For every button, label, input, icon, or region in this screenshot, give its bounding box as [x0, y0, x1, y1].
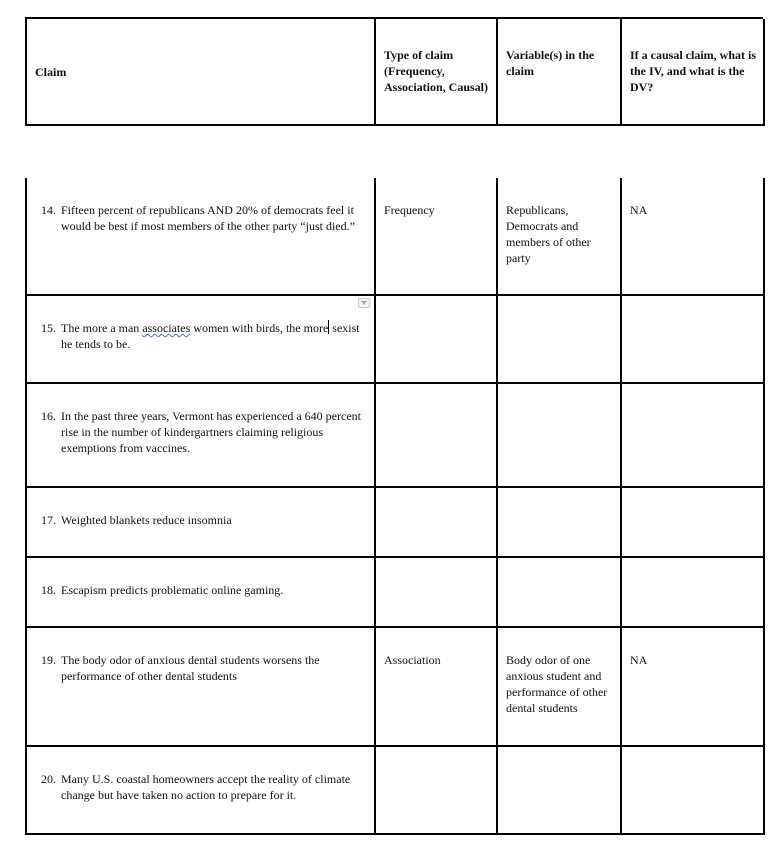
type-cell-14[interactable]: Frequency — [376, 178, 498, 296]
type-cell-16[interactable] — [376, 384, 498, 488]
ivdv-cell-15[interactable] — [622, 296, 765, 384]
claim-number-18: 18. — [41, 583, 56, 597]
ivdv-cell-18[interactable] — [622, 558, 765, 628]
type-cell-19[interactable]: Association — [376, 628, 498, 747]
variables-cell-17[interactable] — [498, 488, 622, 558]
claim-cell-18[interactable] — [27, 558, 376, 628]
claim-text-14 — [35, 202, 366, 234]
variables-cell-15[interactable] — [498, 296, 622, 384]
ivdv-cell-19[interactable]: NA — [622, 628, 765, 747]
type-cell-18[interactable] — [376, 558, 498, 628]
claim-cell-16[interactable] — [27, 384, 376, 488]
ivdv-cell-14[interactable]: NA — [622, 178, 765, 296]
claim-body-15b: women with birds, the more — [190, 321, 329, 335]
header-iv-dv[interactable]: If a causal claim, what is the IV, and what is the DV? — [622, 19, 765, 126]
type-cell-17[interactable] — [376, 488, 498, 558]
claim-number-17: 17. — [41, 513, 56, 527]
claim-number-20: 20. — [41, 772, 56, 786]
claim-cell-19[interactable] — [27, 628, 376, 747]
variables-cell-19[interactable]: Body odor of one anxious student and performance of other dental students — [498, 628, 622, 747]
claim-text-18 — [35, 582, 366, 598]
ivdv-cell-16[interactable] — [622, 384, 765, 488]
claim-number-15: 15. — [41, 321, 56, 335]
header-claim[interactable]: Claim — [27, 19, 376, 126]
claim-cell-14[interactable] — [27, 178, 376, 296]
header-type-of-claim[interactable]: Type of claim (Frequency, Association, Causal) — [376, 19, 498, 126]
claim-text-17 — [35, 512, 366, 528]
claim-text-16 — [35, 408, 366, 456]
header-table — [25, 17, 763, 126]
variables-cell-14[interactable]: Republicans, Democrats and members of other party — [498, 178, 622, 296]
claim-number-16: 16. — [41, 409, 56, 423]
type-cell-15[interactable] — [376, 296, 498, 384]
type-cell-20[interactable] — [376, 747, 498, 835]
variables-cell-16[interactable] — [498, 384, 622, 488]
claims-table — [25, 178, 763, 835]
claim-body-15a: The more a man — [61, 321, 143, 335]
claim-text-19 — [35, 652, 366, 684]
claim-cell-17[interactable] — [27, 488, 376, 558]
claim-body-20: Many U.S. coastal homeowners accept the reality of climate change but have taken no action to prepare for it. — [61, 772, 351, 802]
claim-cell-15[interactable] — [27, 296, 376, 384]
variables-cell-20[interactable] — [498, 747, 622, 835]
variables-cell-18[interactable] — [498, 558, 622, 628]
claim-body-15c: sexist he tends to be. — [61, 321, 360, 351]
header-variables[interactable]: Variable(s) in the claim — [498, 19, 622, 126]
spellcheck-word[interactable]: associates — [142, 321, 191, 335]
claim-body-16: In the past three years, Vermont has experienced a 640 percent rise in the number of kindergartners claiming religious exemptions from vaccines. — [61, 409, 361, 455]
claim-body-18: Escapism predicts problematic online gaming. — [61, 583, 284, 597]
claim-number-14: 14. — [41, 203, 56, 217]
claim-text-15 — [35, 320, 366, 352]
claim-body-14: Fifteen percent of republicans AND 20% of democrats feel it would be best if most members of the other party “just died.” — [61, 203, 355, 233]
claim-number-19: 19. — [41, 653, 56, 667]
cell-dropdown-icon[interactable] — [358, 298, 370, 308]
claim-body-19: The body odor of anxious dental students worsens the performance of other dental students — [61, 653, 320, 683]
ivdv-cell-17[interactable] — [622, 488, 765, 558]
claim-cell-20[interactable] — [27, 747, 376, 835]
claim-text-20 — [35, 771, 366, 803]
ivdv-cell-20[interactable] — [622, 747, 765, 835]
claim-body-17: Weighted blankets reduce insomnia — [61, 513, 232, 527]
